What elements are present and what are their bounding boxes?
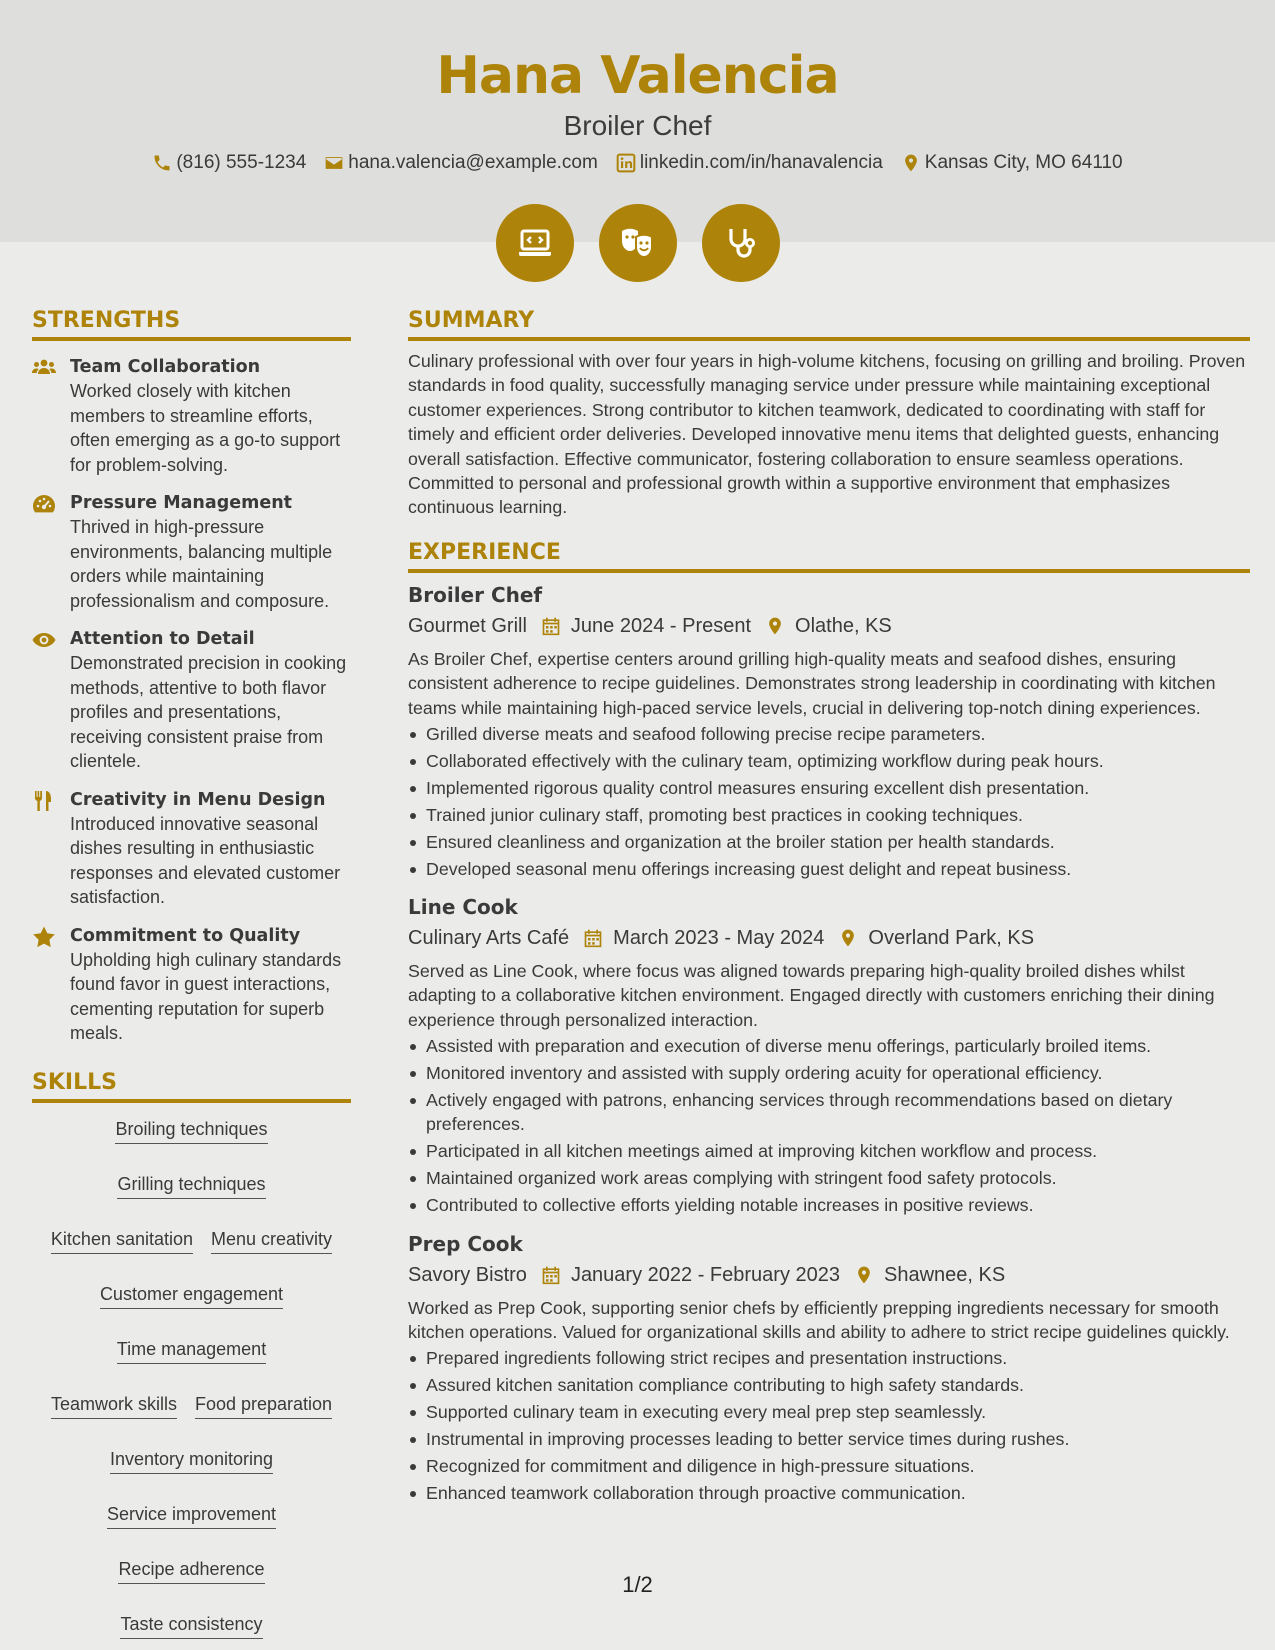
contact-email-text: hana.valencia@example.com: [348, 152, 598, 173]
job-company: Gourmet Grill: [408, 614, 527, 637]
job-bullet: Ensured cleanliness and organization at the broiler station per health standards.: [408, 830, 1250, 854]
job-bullet: Trained junior culinary staff, promoting best practices in cooking techniques.: [408, 803, 1250, 827]
summary-text: Culinary professional with over four years in high-volume kitchens, focusing on grilling and broiling. Proven standards in food quality, successfully managing service under pressure while maintaining exceptional customer experiences. Strong contributor to kitchen teamwork, dedicated to coordinating with staff for timely and efficient order deliveries. Developed innovative menu items that delighted guests, enhancing overall satisfaction. Effective communicator, fostering collaboration to ensure seamless operations. Committed to personal and professional growth within a supportive environment that emphasizes continuous learning.: [408, 351, 1246, 518]
contact-location: [901, 152, 1123, 174]
strength-desc: Upholding high culinary standards found favor in guest interactions, cementing reputation for superb meals.: [70, 949, 342, 1043]
strength-desc: Thrived in high-pressure environments, balancing multiple orders while maintaining professionalism and composure.: [70, 517, 333, 611]
gauge-icon: [32, 493, 56, 515]
job-bullets: [408, 1034, 1250, 1217]
map-pin-icon: [854, 1265, 874, 1285]
job-bullet: Implemented rigorous quality control measures ensuring excellent dish presentation.: [408, 776, 1250, 800]
experience-heading: EXPERIENCE: [408, 540, 1250, 573]
job-company: Culinary Arts Café: [408, 927, 570, 949]
skill-tag: Inventory monitoring: [110, 1447, 273, 1474]
strength-desc: Demonstrated precision in cooking methods, attentive to both flavor profiles and presentations, receiving consistent praise from clientele.: [70, 653, 347, 771]
left-column: [32, 308, 351, 1639]
strength-desc: Introduced innovative seasonal dishes resulting in enthusiastic responses and elevated customer satisfaction.: [70, 813, 341, 907]
strength-title: Creativity in Menu Design: [70, 789, 326, 810]
interest-circle-coding: [496, 204, 574, 282]
job-dates: June 2024 - Present: [570, 614, 752, 637]
job-bullet: Contributed to collective efforts yielding notable increases in positive reviews.: [408, 1193, 1250, 1217]
job-entry: [408, 893, 1250, 1218]
skill-tag: Teamwork skills: [51, 1392, 177, 1419]
calendar-icon: [541, 1265, 561, 1285]
contact-phone[interactable]: [152, 152, 306, 174]
skill-tag: Taste consistency: [120, 1612, 262, 1639]
skill-tag: Time management: [117, 1337, 266, 1364]
job-bullet: Actively engaged with patrons, enhancing services through recommendations based on dietary preferences.: [408, 1088, 1250, 1137]
skills-heading: SKILLS: [32, 1070, 351, 1103]
job-location: Olathe, KS: [795, 614, 892, 637]
strength-title: Team Collaboration: [70, 357, 261, 377]
job-meta: [408, 611, 1250, 641]
job-bullet: Assisted with preparation and execution of diverse menu offerings, particularly broiled items.: [408, 1034, 1250, 1058]
candidate-name: Hana Valencia: [436, 46, 839, 106]
laptop-code-icon: [515, 223, 555, 263]
candidate-role: Broiler Chef: [563, 110, 712, 141]
job-description: Worked as Prep Cook, supporting senior chefs by efficiently prepping ingredients necessary for smooth kitchen operations. Valued for organizational skills and ability to adhere to strict recipe guidelines quickly.: [408, 1297, 1230, 1342]
job-bullet: Participated in all kitchen meetings aimed at improving kitchen workflow and process.: [408, 1139, 1250, 1163]
contact-phone-text: (816) 555-1234: [176, 152, 307, 173]
contact-location-text: Kansas City, MO 64110: [924, 152, 1123, 173]
job-bullet: Supported culinary team in executing every meal prep step seamlessly.: [408, 1400, 1250, 1424]
map-pin-icon: [838, 928, 858, 948]
strengths-heading: STRENGTHS: [32, 308, 351, 341]
skill-tag: Kitchen sanitation: [51, 1227, 193, 1254]
interest-circle-medical: [702, 204, 780, 282]
job-entry: [408, 581, 1250, 881]
strength-item: [32, 355, 351, 477]
page-number: 1/2: [622, 1572, 653, 1597]
job-location: Shawnee, KS: [884, 1263, 1006, 1286]
job-bullet: Grilled diverse meats and seafood following precise recipe parameters.: [408, 722, 1250, 746]
map-pin-icon: [901, 153, 921, 173]
skill-tag: Broiling techniques: [115, 1117, 267, 1144]
job-bullet: Assured kitchen sanitation compliance contributing to high safety standards.: [408, 1373, 1250, 1397]
skill-tag: Recipe adherence: [118, 1557, 264, 1584]
interest-icons: [0, 204, 1275, 282]
job-entry: [408, 1230, 1250, 1506]
job-company: Savory Bistro: [408, 1263, 527, 1286]
summary-heading: SUMMARY: [408, 308, 1250, 341]
job-bullet: Developed seasonal menu offerings increasing guest delight and repeat business.: [408, 857, 1250, 881]
job-bullets: [408, 1346, 1250, 1505]
strength-title: Attention to Detail: [70, 629, 255, 649]
skill-tag: Grilling techniques: [117, 1172, 265, 1199]
job-bullet: Enhanced teamwork collaboration through proactive communication.: [408, 1481, 1250, 1505]
skill-tag: Menu creativity: [211, 1227, 332, 1254]
envelope-icon: [324, 153, 344, 173]
job-meta: [408, 1260, 1250, 1290]
job-title: Line Cook: [408, 895, 518, 919]
calendar-icon: [583, 928, 603, 948]
map-pin-icon: [765, 616, 785, 636]
star-icon: [32, 926, 56, 948]
utensils-icon: [32, 790, 56, 812]
job-bullet: Instrumental in improving processes leading to better service times during rushes.: [408, 1427, 1250, 1451]
skill-tag: Food preparation: [195, 1392, 332, 1419]
job-title: Prep Cook: [408, 1231, 523, 1256]
strength-item: [32, 788, 351, 910]
right-column: [408, 308, 1250, 1508]
users-icon: [32, 357, 56, 379]
job-description: As Broiler Chef, expertise centers around grilling high-quality meats and seafood dishes, ensuring consistent adherence to recipe guidelines. Demonstrates strong leadership in coordinating with kitchen teams while maintaining high-paced service levels, crucial in delivering top-notch dining experiences.: [408, 648, 1216, 718]
eye-icon: [32, 629, 56, 651]
job-bullet: Collaborated effectively with the culinary team, optimizing workflow during peak hours.: [408, 749, 1250, 773]
job-title: Broiler Chef: [408, 582, 543, 607]
strength-desc: Worked closely with kitchen members to streamline efforts, often emerging as a go-to support for problem-solving.: [70, 381, 341, 475]
skill-tag: Service improvement: [107, 1502, 276, 1529]
interest-circle-theater: [599, 204, 677, 282]
job-bullet: Prepared ingredients following strict recipes and presentation instructions.: [408, 1346, 1250, 1370]
contact-email[interactable]: [324, 152, 598, 174]
contact-linkedin[interactable]: [616, 152, 883, 174]
job-description: Served as Line Cook, where focus was aligned towards preparing high-quality broiled dishes whilst adapting to a collaborative kitchen environment. Engaged directly with customers enriching their dining experience through personalized interaction.: [408, 961, 1215, 1030]
job-bullet: Maintained organized work areas complying with stringent food safety protocols.: [408, 1166, 1250, 1190]
strength-title: Commitment to Quality: [70, 925, 301, 946]
strength-item: [32, 491, 351, 613]
contact-linkedin-text: linkedin.com/in/hanavalencia: [639, 152, 883, 173]
job-bullet: Recognized for commitment and diligence in high-pressure situations.: [408, 1454, 1250, 1478]
strength-item: [32, 627, 351, 774]
job-dates: January 2022 - February 2023: [570, 1263, 840, 1286]
skills-list: [32, 1117, 351, 1639]
theater-masks-icon: [618, 223, 658, 263]
linkedin-icon: [616, 153, 636, 173]
calendar-icon: [541, 616, 561, 636]
job-bullet: Monitored inventory and assisted with supply ordering acuity for operational efficiency.: [408, 1061, 1250, 1085]
job-bullets: [408, 722, 1250, 881]
strength-item: [32, 924, 351, 1046]
job-location: Overland Park, KS: [868, 927, 1035, 949]
job-meta: [408, 923, 1250, 953]
contact-bar: [0, 152, 1275, 174]
job-dates: March 2023 - May 2024: [613, 927, 825, 949]
phone-icon: [152, 153, 172, 173]
skill-tag: Customer engagement: [100, 1282, 283, 1309]
strength-title: Pressure Management: [70, 493, 293, 513]
stethoscope-icon: [721, 223, 761, 263]
